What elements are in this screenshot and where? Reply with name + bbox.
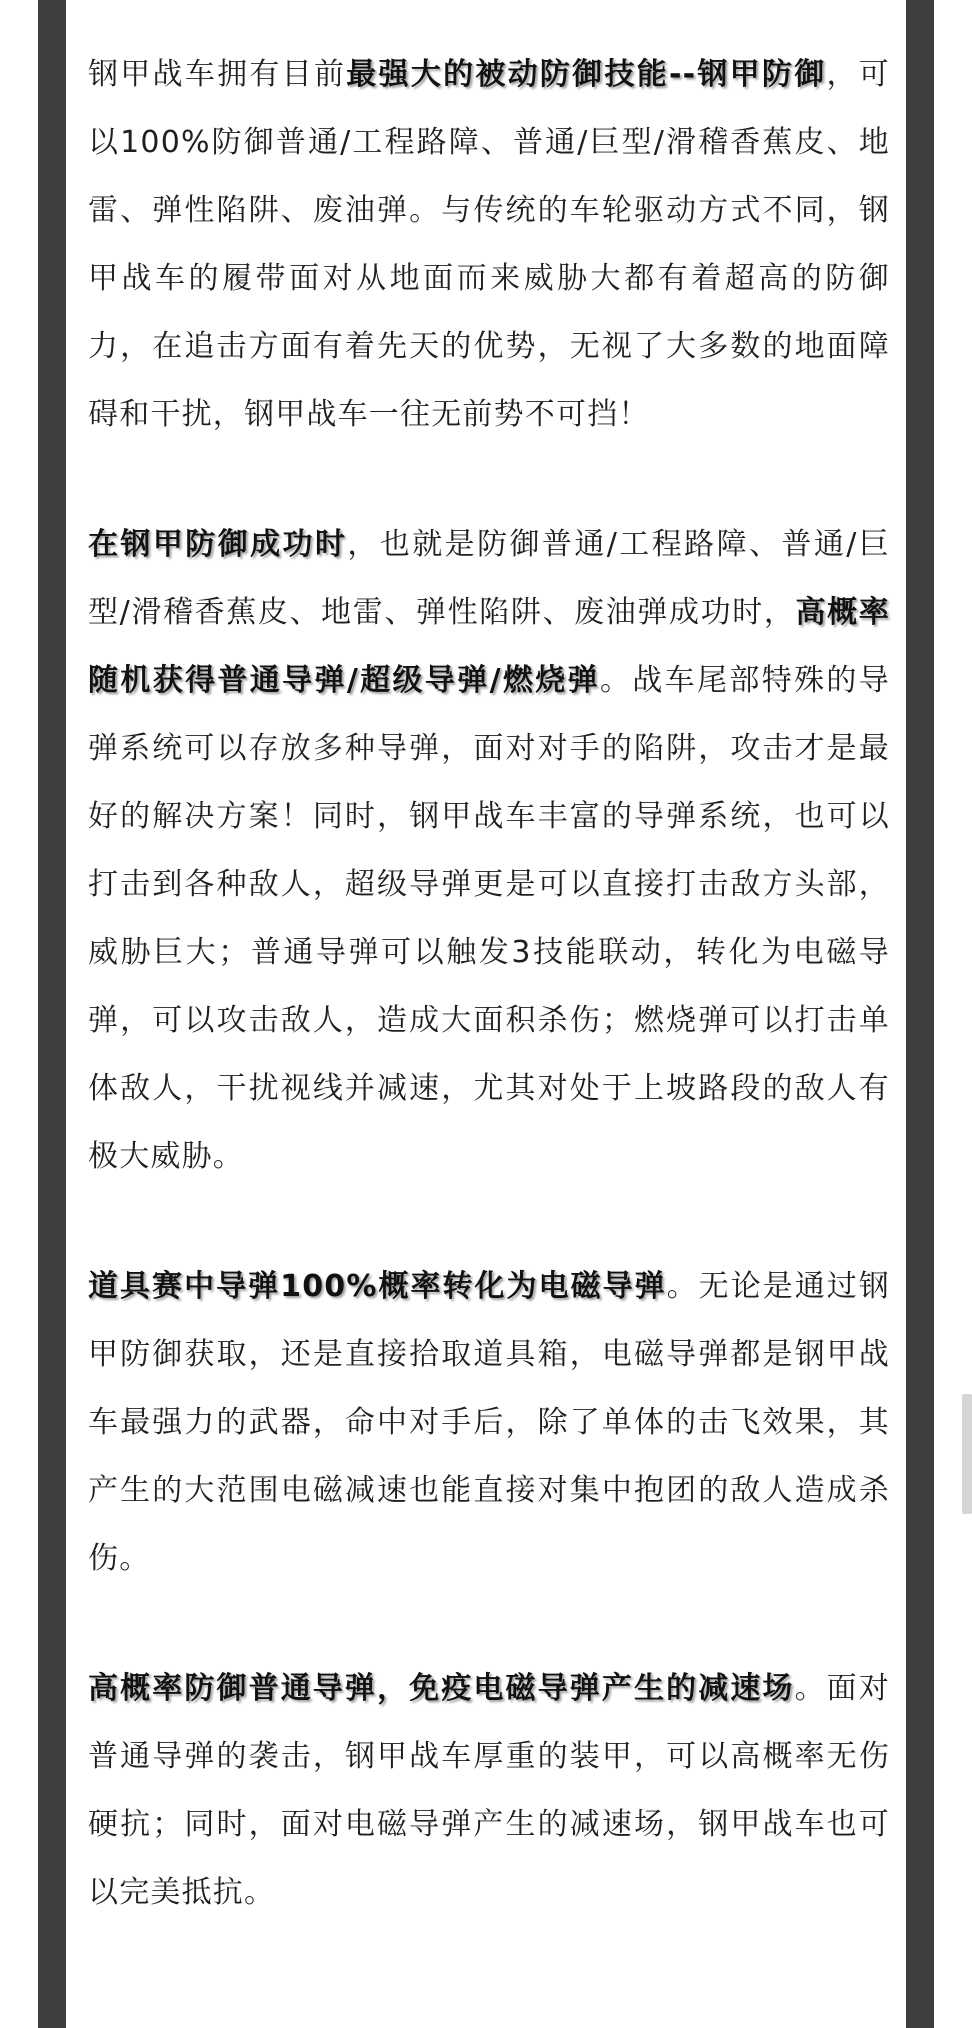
highlight-text: 最强大的被动防御技能--钢甲防御 <box>346 57 827 92</box>
highlight-text: 高概率防御普通导弹，免疫电磁导弹产生的减速场 <box>88 1671 795 1706</box>
highlight-text: 在钢甲防御成功时 <box>88 527 348 562</box>
left-side-bar <box>38 0 66 2028</box>
article-body <box>88 41 890 1927</box>
paragraph-text: 。战车尾部特殊的导弹系统可以存放多种导弹，面对对手的陷阱，攻击才是最好的解决方案！同时，钢甲战车丰富的导弹系统，也可以打击到各种敌人，超级导弹更是可以直接打击敌方头部，威胁巨大；普通导弹可以触发3技能联动，转化为电磁导弹，可以攻击敌人，造成大面积杀伤；燃烧弹可以打击单体敌人，干扰视线并减速，尤其对处于上坡路段的敌人有极大威胁。 <box>88 663 890 1174</box>
paragraph-text: 。无论是通过钢甲防御获取，还是直接拾取道具箱，电磁导弹都是钢甲战车最强力的武器，命中对手后，除了单体的击飞效果，其产生的大范围电磁减速也能直接对集中抱团的敌人造成杀伤。 <box>88 1269 890 1576</box>
scrollbar-thumb[interactable] <box>962 1394 972 1514</box>
paragraph-missile-immunity <box>88 1655 890 1927</box>
paragraph-item-race-missile <box>88 1253 890 1593</box>
highlight-text: 高概率随机获得普通导弹/超级导弹/燃烧弹 <box>88 595 890 698</box>
paragraph-text: ，也就是防御普通/工程路障、普通/巨型/滑稽香蕉皮、地雷、弹性陷阱、废油弹成功时， <box>88 527 890 630</box>
highlight-text: 道具赛中导弹100%概率转化为电磁导弹 <box>88 1269 667 1304</box>
paragraph-steel-armor-defense <box>88 41 890 449</box>
paragraph-text: 钢甲战车拥有目前 <box>88 57 347 92</box>
paragraph-text: ，可以100%防御普通/工程路障、普通/巨型/滑稽香蕉皮、地雷、弹性陷阱、废油弹。与传统的车轮驱动方式不同，钢甲战车的履带面对从地面而来威胁大都有着超高的防御力，在追击方面有着先天的优势，无视了大多数的地面障碍和干扰，钢甲战车一往无前势不可挡！ <box>88 57 890 432</box>
paragraph-missile-acquisition <box>88 511 890 1191</box>
right-side-bar <box>906 0 934 2028</box>
paragraph-text: 。面对普通导弹的袭击，钢甲战车厚重的装甲，可以高概率无伤硬抗；同时，面对电磁导弹产生的减速场，钢甲战车也可以完美抵抗。 <box>88 1671 890 1910</box>
